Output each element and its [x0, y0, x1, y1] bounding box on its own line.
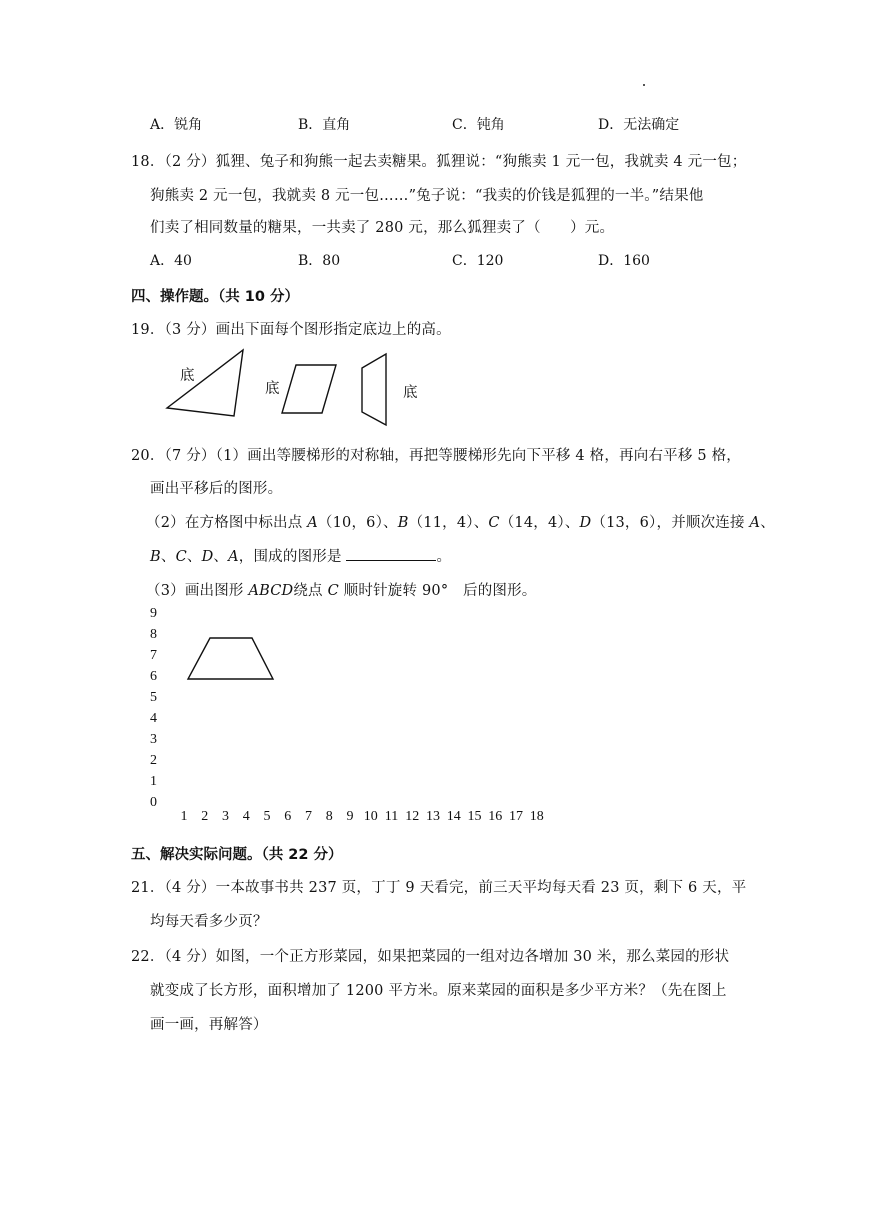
grid-y-label: 0 — [150, 795, 157, 810]
q17-option-a: A．锐角 — [150, 117, 203, 133]
grid-y-label: 7 — [150, 648, 157, 663]
q19-text: 19．（3 分）画出下面每个图形指定底边上的高。 — [131, 322, 451, 338]
q17-option-b: B．直角 — [298, 117, 351, 133]
q20-line-2: 画出平移后的图形。 — [150, 481, 283, 497]
grid-y-label: 1 — [150, 774, 157, 789]
grid-y-label: 9 — [150, 606, 157, 621]
q20-line-1: 20．（7 分）（1）画出等腰梯形的对称轴，再把等腰梯形先向下平移 4 格，再向右平移 5 格， — [131, 448, 741, 464]
q18-line-3: 们卖了相同数量的糖果，一共卖了 280 元，那么狐狸卖了（ ）元。 — [150, 220, 615, 236]
q18-option-a: A．40 — [150, 253, 192, 269]
q21-line-2: 均每天看多少页？ — [150, 914, 268, 930]
grid-y-label: 8 — [150, 627, 157, 642]
q20-part-2-line-2: B、C、D、A，围成的图形是 。 — [150, 549, 452, 565]
q19-trapezoid-base-label: 底 — [403, 385, 418, 401]
q17-option-d: D．无法确定 — [598, 117, 680, 133]
grid-y-label: 6 — [150, 669, 157, 684]
q22-line-3: 画一画，再解答） — [150, 1017, 268, 1033]
q21-line-1: 21．（4 分）一本故事书共 237 页，丁丁 9 天看完，前三天平均每天看 23 页，剩下 6 天，平 — [131, 880, 747, 896]
grid-y-label: 2 — [150, 753, 157, 768]
q18-line-1: 18．（2 分）狐狸、兔子和狗熊一起去卖糖果。狐狸说：“狗熊卖 1 元一包，我就卖 4 元一包； — [131, 154, 747, 170]
q22-line-1: 22．（4 分）如图，一个正方形菜园，如果把菜园的一组对边各增加 30 米，那么菜园的形状 — [131, 949, 730, 965]
q18-option-c: C．120 — [452, 253, 504, 269]
q18-option-d: D．160 — [598, 253, 650, 269]
section-4-title: 四、操作题。（共 10 分） — [131, 289, 300, 305]
q22-line-2: 就变成了长方形，面积增加了 1200 平方米。原来菜园的面积是多少平方米？（先在图上 — [150, 983, 727, 999]
q20-part-2-line-1: （2）在方格图中标出点 A（10，6）、B（11，4）、C（14，4）、D（13，6），并顺次连接 A、 — [146, 515, 775, 531]
q18-option-b: B．80 — [298, 253, 341, 269]
grid-y-label: 5 — [150, 690, 157, 705]
q19-triangle-base-label: 底 — [180, 368, 195, 384]
q20-part-3: （3）画出图形 ABCD绕点 C 顺时针旋转 90° 后的图形。 — [146, 583, 537, 599]
q18-line-2: 狗熊卖 2 元一包，我就卖 8 元一包……”兔子说：“我卖的价钱是狐狸的一半。”结果他 — [150, 188, 704, 204]
q17-option-c: C．钝角 — [452, 117, 505, 133]
q19-parallelogram-base-label: 底 — [265, 381, 280, 397]
grid-y-label: 4 — [150, 711, 157, 726]
section-5-title: 五、解决实际问题。（共 22 分） — [131, 847, 343, 863]
grid-y-label: 3 — [150, 732, 157, 747]
